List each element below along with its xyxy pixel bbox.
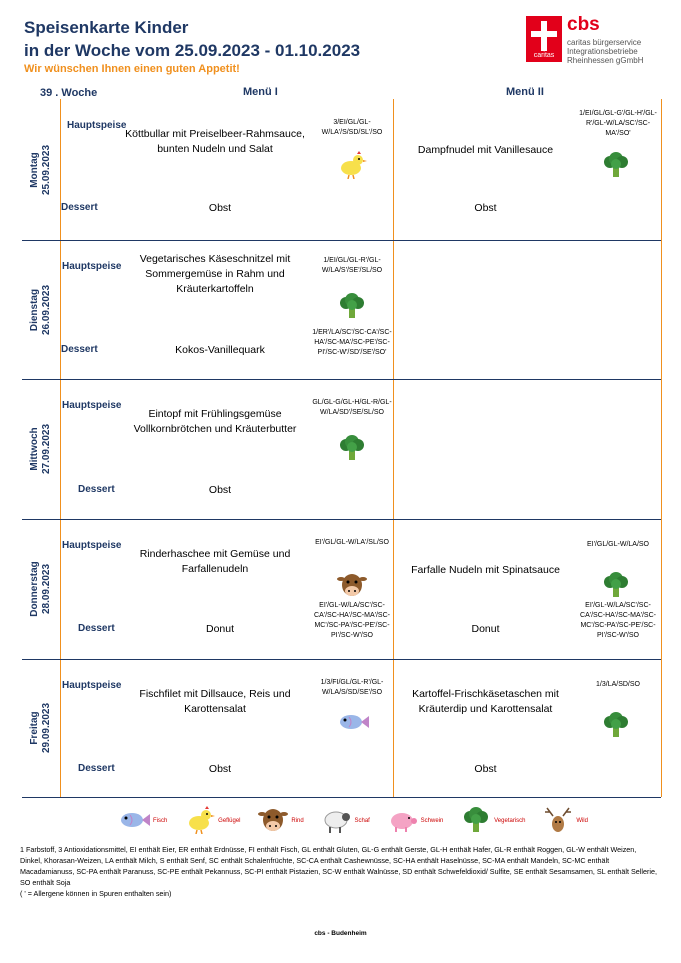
- day-name: Freitag: [29, 711, 40, 745]
- menu-1-main-dish: Rinderhaschee mit Gemüse und Farfallenudeln: [139, 548, 291, 575]
- allergen-footnote: [20, 844, 660, 899]
- main-course-label: Hauptspeise: [67, 120, 127, 131]
- menu-2-header: Menü II: [506, 86, 544, 98]
- menu-1-main-dish: Fischfilet mit Dillsauce, Reis und Karottensalat: [139, 688, 291, 715]
- menu-1-allergens: GL/GL-G/GL-H/GL-R/GL-W/LA/SD'/SE/SL/SO: [312, 399, 392, 416]
- menu-2-main-dish: Kartoffel-Frischkäsetaschen mit Kräuterdip und Karottensalat: [412, 688, 559, 715]
- logo-sub-1: caritas bürgerservice: [567, 38, 642, 47]
- menu-2-main-dish: Dampfnudel mit Vanillesauce: [417, 144, 554, 156]
- menu-1-main-dish: Eintopf mit Frühlingsgemüse Vollkornbrötchen und Kräuterbutter: [133, 408, 297, 435]
- row-divider: [22, 797, 661, 798]
- pig-icon: [388, 807, 421, 835]
- main-course-label: Hauptspeise: [62, 680, 122, 691]
- logo-brand: cbs: [567, 14, 600, 35]
- menu-2-dessert: Donut: [471, 623, 500, 635]
- logo-caritas-label: caritas: [533, 52, 555, 59]
- broccoli-icon: [601, 711, 631, 744]
- menu-1-dessert: Donut: [205, 623, 235, 635]
- legend-label: Fisch: [153, 818, 168, 824]
- day-date: 28.09.2023: [41, 563, 52, 615]
- menu-2-allergens: 1/3/LA/SD/SO: [596, 681, 640, 688]
- menu-1-allergens: 3/EI/GL/GL-W/LA'/S/SD/SL'/SO: [321, 119, 383, 136]
- menu-1-allergens: EI'/GL/GL-W/LA'/SL/SO: [315, 539, 389, 546]
- day-name: Mittwoch: [29, 427, 40, 471]
- sheep-icon: [321, 807, 354, 835]
- broccoli-icon: [461, 806, 494, 836]
- day-name: Donnerstag: [29, 561, 40, 617]
- day-label-freitag: [29, 678, 53, 778]
- dessert-label: Dessert: [78, 763, 115, 774]
- cow-icon: [337, 571, 367, 604]
- chicken-icon: [185, 806, 218, 836]
- menu-1-dessert: Obst: [208, 202, 232, 214]
- logo-sub-2: Integrationsbetriebe: [567, 47, 638, 56]
- menu-2-dessert: Obst: [474, 763, 497, 775]
- tagline: Wir wünschen Ihnen einen guten Appetit!: [24, 63, 240, 75]
- deer-icon: [543, 806, 576, 836]
- legend-label: Schaf: [354, 818, 370, 824]
- legend-label: Vegetarisch: [494, 818, 526, 824]
- cow-icon: [258, 806, 291, 836]
- menu-1-dessert: Obst: [208, 763, 232, 775]
- day-date: 25.09.2023: [41, 144, 52, 195]
- broccoli-icon: [601, 571, 631, 604]
- chicken-icon: [337, 151, 367, 184]
- broccoli-icon: [337, 292, 367, 325]
- day-date: 27.09.2023: [41, 423, 52, 475]
- legend-label: Schwein: [420, 818, 444, 824]
- menu-1-dessert-allergens: EI'/GL-W/LA/SC'/SC-CA'/SC-HA'/SC-MA'/SC-MC'/SC-PA'/SC-PE'/SC-PI'/SC-W'/SO: [314, 602, 390, 639]
- row-divider: [22, 240, 661, 241]
- legend: [118, 806, 588, 836]
- row-divider: [22, 379, 661, 380]
- broccoli-icon: [337, 434, 367, 467]
- day-name: Montag: [29, 151, 40, 188]
- legend-label: Rind: [291, 818, 304, 824]
- menu-2-allergens: 1/EI/GL/GL-G'/GL-H'/GL-R'/GL-W/LA/SC'/SC-MA'/SO': [579, 110, 657, 137]
- row-divider: [22, 519, 661, 520]
- legend-item-wild: [543, 806, 588, 836]
- legend-item-schaf: [321, 806, 369, 836]
- legend-item-fisch: [118, 806, 167, 836]
- allergen-text: 1 Farbstoff, 3 Antioxidationsmittel, EI enthält Eier, ER enthält Erdnüsse, FI enthält Fisch, GL enthält Gluten, GL-G enthält Gerste, GL-H enthält Hafer, GL-R enthält Roggen, GL-W enthält Weizen, Dinkel, Khorasan-Weizen, LA enthält Milch, S enthält Senf, SC enthält Schalenfrüchte, SC-CA enthält Cashewnüsse, SC-HA enthält Haselnüsse, SC-MA enthält Mandeln, SC-MC enthält Macadamianuss, SC-PA enthält Paranuss, SC-PE enthält Pekannuss, SC-PI enthält Pistazien, SC-W enthält Walnüsse, SD enthält Schwefeldioxid/ Sulfite, SE enthält Sesamsamen, SL enthält Sellerie, SO enthält Soja: [20, 845, 657, 887]
- legend-label: Geflügel: [218, 818, 241, 824]
- legend-item-schwein: [388, 806, 444, 836]
- menu-1-dessert: Kokos-Vanillequark: [175, 344, 265, 356]
- day-name: Dienstag: [29, 288, 40, 331]
- column-divider-menu: [393, 99, 394, 797]
- menu-1-dessert-allergens: 1/ER'/LA/SC'/SC-CA'/SC-HA'/SC-MA'/SC-PE'/SC-PI'/SC-W'/SD'/SE'/SO': [312, 329, 392, 356]
- dessert-label: Dessert: [61, 202, 98, 213]
- dessert-label: Dessert: [61, 344, 98, 355]
- main-course-label: Hauptspeise: [62, 540, 122, 551]
- legend-item-geflügel: [185, 806, 240, 836]
- main-course-label: Hauptspeise: [62, 261, 122, 272]
- menu-2-allergens: EI'/GL/GL-W/LA/SO: [586, 541, 650, 548]
- day-date: 29.09.2023: [41, 702, 52, 754]
- dessert-label: Dessert: [78, 623, 115, 634]
- menu-1-allergens: 1/3/FI/GL/GL-R'/GL-W/LA/S/SD/SE'/SO: [320, 679, 384, 696]
- legend-item-vegetarisch: [461, 806, 525, 836]
- day-label-dienstag: [29, 260, 53, 360]
- legend-item-rind: [258, 806, 303, 836]
- week-label: 39 . Woche: [40, 87, 98, 99]
- bottom-label: cbs - Budenheim: [314, 930, 367, 937]
- menu-1-main-dish: Vegetarisches Käseschnitzel mit Sommergemüse in Rahm und Kräuterkartoffeln: [139, 253, 291, 295]
- trace-note: ( ' = Allergene können in Spuren enthalten sein): [20, 889, 172, 898]
- day-label-mittwoch: [29, 399, 53, 499]
- dessert-label: Dessert: [78, 484, 115, 495]
- legend-label: Wild: [576, 818, 588, 824]
- fish-icon: [337, 711, 369, 738]
- menu-1-main-dish: Köttbullar mit Preiselbeer-Rahmsauce, bunten Nudeln und Salat: [125, 128, 305, 155]
- menu-1-header: Menü I: [243, 86, 278, 98]
- column-divider-right: [661, 99, 662, 797]
- menu-2-main-dish: Farfalle Nudeln mit Spinatsauce: [411, 564, 560, 576]
- day-label-montag: [29, 120, 53, 220]
- menu-1-dessert: Obst: [208, 484, 232, 496]
- logo-sub-3: Rheinhessen gGmbH: [567, 56, 644, 65]
- title-line-2: in der Woche vom 25.09.2023 - 01.10.2023: [24, 41, 361, 60]
- day-date: 26.09.2023: [41, 284, 52, 335]
- menu-1-allergens: 1/EI/GL/GL-R'/GL-W/LA/S'/SE'/SL/SO: [321, 257, 383, 274]
- fish-icon: [118, 809, 153, 833]
- main-course-label: Hauptspeise: [62, 400, 122, 411]
- broccoli-icon: [601, 151, 631, 184]
- menu-2-dessert: Obst: [474, 202, 497, 214]
- row-divider: [22, 659, 661, 660]
- title-line-1: Speisenkarte Kinder: [24, 18, 189, 37]
- day-label-donnerstag: [29, 539, 53, 639]
- menu-2-dessert-allergens: EI'/GL-W/LA/SC'/SC-CA'/SC-HA'/SC-MA'/SC-MC'/SC-PA'/SC-PE'/SC-PI'/SC-W'/SO: [580, 602, 656, 639]
